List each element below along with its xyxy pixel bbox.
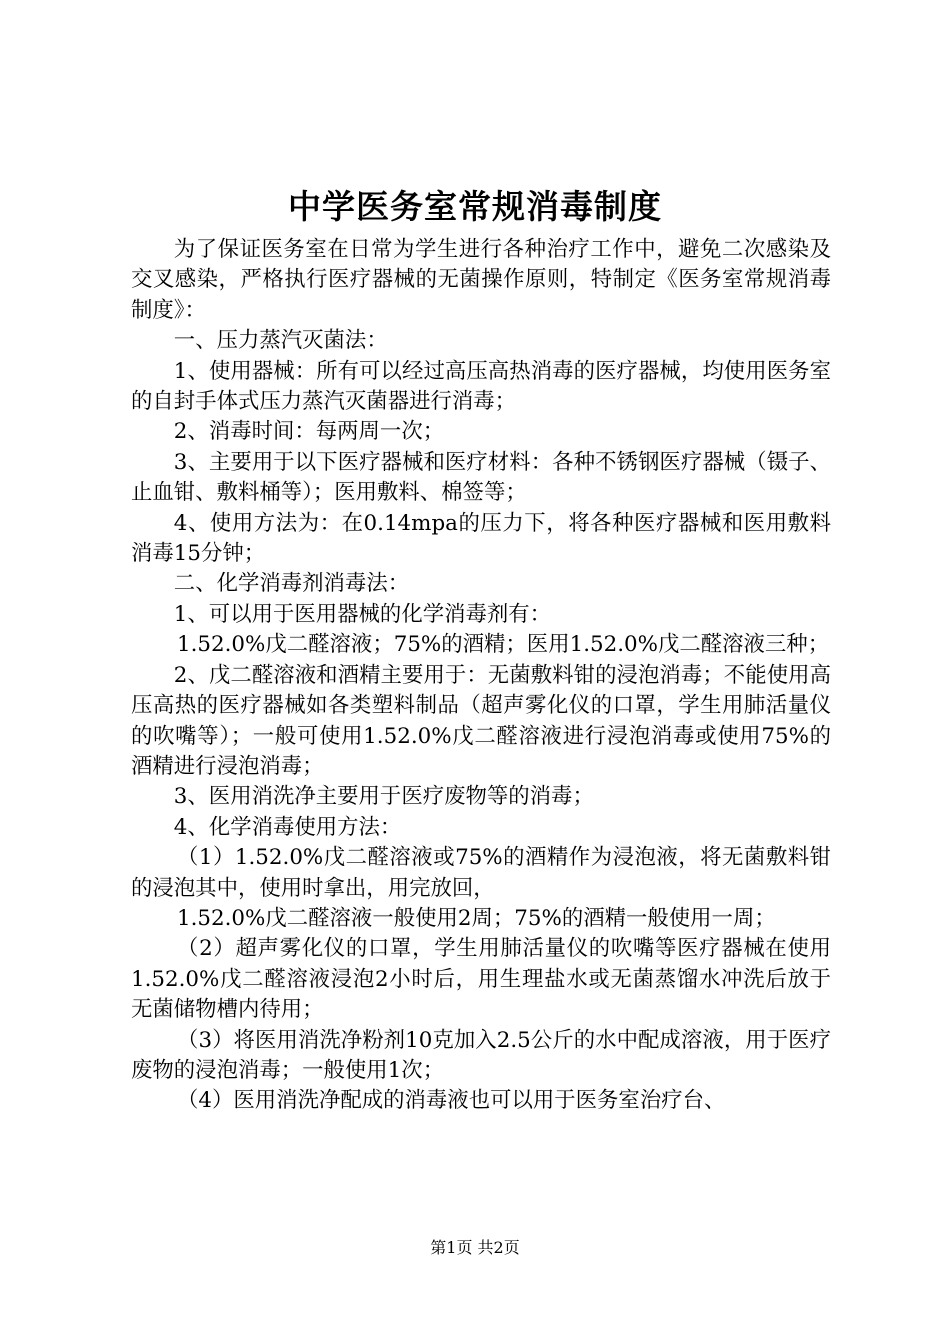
- section-heading-steam: 一、压力蒸汽灭菌法：: [173, 328, 388, 354]
- paragraph-steam-2: 2、消毒时间：每两周一次；: [173, 419, 445, 445]
- paragraph-method-4: （4）医用消洗净配成的消毒液也可以用于医务室治疗台、: [177, 1088, 726, 1114]
- document-body: [131, 235, 831, 1117]
- paragraph-steam-1: 1、使用器械：所有可以经过高压高热消毒的医疗器械，均使用医务室的自封手体式压力蒸汽灭菌器进行消毒；: [131, 358, 831, 415]
- paragraph-chemical-1: 1、可以用于医用器械的化学消毒剂有：: [173, 601, 552, 627]
- paragraph-method-1: （1）1.52.0%戊二醛溶液或75%的酒精作为浸泡液，将无菌敷料钳的浸泡其中，使用时拿出，用完放回，: [131, 845, 831, 901]
- document-title: 中学医务室常规消毒制度: [288, 187, 662, 226]
- paragraph-steam-4: 4、使用方法为：在0.14mpa的压力下，将各种医疗器械和医用敷料消毒15分钟；: [131, 510, 831, 567]
- paragraph-steam-3: 3、主要用于以下医疗器械和医疗材料：各种不锈钢医疗器械（镊子、止血钳、敷料桶等）；医用敷料、棉签等；: [131, 449, 831, 506]
- paragraph-method-2: （2）超声雾化仪的口罩，学生用肺活量仪的吹嘴等医疗器械在使用1.52.0%戊二醛溶液浸泡2小时后，用生理盐水或无菌蒸馏水冲洗后放于无菌储物槽内待用；: [131, 936, 831, 1023]
- paragraph-chemical-4: 4、化学消毒使用方法：: [173, 814, 402, 840]
- paragraph-chemical-1-list: 1.52.0%戊二醛溶液；75%的酒精；医用1.52.0%戊二醛溶液三种；: [177, 632, 830, 658]
- paragraph-method-1-duration: 1.52.0%戊二醛溶液一般使用2周；75%的酒精一般使用一周；: [177, 905, 776, 931]
- section-heading-chemical: 二、化学消毒剂消毒法：: [173, 571, 410, 597]
- paragraph-method-3: （3）将医用消洗净粉剂10克加入2.5公斤的水中配成溶液，用于医疗废物的浸泡消毒；一般使用1次；: [131, 1027, 831, 1083]
- paragraph-intro: 为了保证医务室在日常为学生进行各种治疗工作中，避免二次感染及交叉感染，严格执行医疗器械的无菌操作原则，特制定《医务室常规消毒制度》：: [131, 237, 831, 323]
- paragraph-chemical-3: 3、医用消洗净主要用于医疗废物等的消毒；: [173, 784, 594, 810]
- paragraph-chemical-2: 2、戊二醛溶液和酒精主要用于：无菌敷料钳的浸泡消毒；不能使用高压高热的医疗器械如各类塑料制品（超声雾化仪的口罩，学生用肺活量仪的吹嘴等）；一般可使用1.52.0%戊二醛溶液进行浸泡消毒或使用75%的酒精进行浸泡消毒；: [131, 662, 831, 779]
- page-footer: 第1页 共2页: [430, 1238, 520, 1257]
